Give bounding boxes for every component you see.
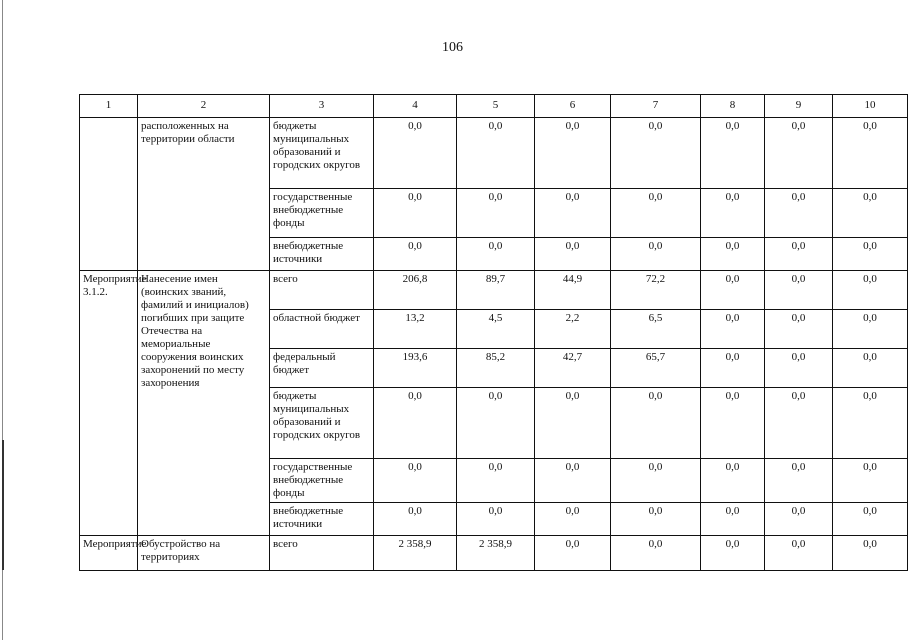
value-cell: 0,0 [374,503,457,536]
value-cell: 72,2 [611,271,701,310]
event-name-cell: Нанесение имен (воинских званий, фамилий и инициалов) погибших при защите Отечества на мемориальные сооружения воинских захоронений по месту захоронения [138,271,270,536]
value-cell: 0,0 [765,503,833,536]
funding-source-cell: бюджеты муниципальных образований и городских округов [270,118,374,189]
value-cell: 0,0 [611,503,701,536]
value-cell: 0,0 [457,459,535,503]
value-cell: 206,8 [374,271,457,310]
value-cell: 65,7 [611,349,701,388]
value-cell: 0,0 [701,310,765,349]
table-row [80,271,908,310]
value-cell: 0,0 [457,189,535,238]
value-cell: 0,0 [535,238,611,271]
value-cell: 0,0 [765,459,833,503]
value-cell: 0,0 [611,118,701,189]
funding-source-cell: всего [270,536,374,571]
value-cell: 85,2 [457,349,535,388]
value-cell: 0,0 [535,503,611,536]
value-cell: 0,0 [833,271,908,310]
value-cell: 44,9 [535,271,611,310]
page-left-border-dark [2,440,4,570]
event-code-cell: Мероприятие [80,536,138,571]
value-cell: 0,0 [374,388,457,459]
value-cell: 0,0 [611,536,701,571]
value-cell: 4,5 [457,310,535,349]
value-cell: 0,0 [833,503,908,536]
page-number: 106 [442,40,463,55]
value-cell: 0,0 [535,388,611,459]
value-cell: 0,0 [701,238,765,271]
funding-source-cell: бюджеты муниципальных образований и городских округов [270,388,374,459]
value-cell: 0,0 [457,388,535,459]
value-cell: 0,0 [374,459,457,503]
value-cell: 0,0 [701,271,765,310]
value-cell: 0,0 [535,459,611,503]
value-cell: 0,0 [765,189,833,238]
value-cell: 6,5 [611,310,701,349]
value-cell: 42,7 [535,349,611,388]
value-cell: 0,0 [765,388,833,459]
funding-source-cell: федеральный бюджет [270,349,374,388]
value-cell: 0,0 [535,189,611,238]
header-cell: 9 [765,95,833,118]
value-cell: 0,0 [611,189,701,238]
value-cell: 0,0 [374,118,457,189]
event-code-cell [80,118,138,271]
value-cell: 0,0 [833,310,908,349]
value-cell: 0,0 [611,388,701,459]
funding-source-cell: государственные внебюджетные фонды [270,189,374,238]
value-cell: 13,2 [374,310,457,349]
value-cell: 0,0 [833,238,908,271]
header-cell: 7 [611,95,701,118]
header-cell: 3 [270,95,374,118]
value-cell: 0,0 [701,459,765,503]
value-cell: 0,0 [701,536,765,571]
value-cell: 2 358,9 [457,536,535,571]
event-name-cell: расположенных на территории области [138,118,270,271]
value-cell: 0,0 [535,536,611,571]
value-cell: 0,0 [701,189,765,238]
value-cell: 0,0 [701,503,765,536]
header-cell: 6 [535,95,611,118]
value-cell: 193,6 [374,349,457,388]
value-cell: 0,0 [833,459,908,503]
table-row [80,118,908,189]
value-cell: 0,0 [374,238,457,271]
value-cell: 0,0 [833,189,908,238]
event-name-cell: Обустройство на территориях [138,536,270,571]
value-cell: 0,0 [701,388,765,459]
value-cell: 0,0 [374,189,457,238]
value-cell: 0,0 [765,118,833,189]
table-row [80,536,908,571]
event-code-cell: Мероприятие 3.1.2. [80,271,138,536]
funding-source-cell: внебюджетные источники [270,503,374,536]
value-cell: 0,0 [457,503,535,536]
header-cell: 2 [138,95,270,118]
value-cell: 89,7 [457,271,535,310]
header-cell: 1 [80,95,138,118]
header-cell: 4 [374,95,457,118]
value-cell: 0,0 [833,536,908,571]
value-cell: 0,0 [765,238,833,271]
value-cell: 2 358,9 [374,536,457,571]
value-cell: 0,0 [611,238,701,271]
value-cell: 0,0 [765,349,833,388]
header-cell: 8 [701,95,765,118]
value-cell: 0,0 [457,238,535,271]
value-cell: 0,0 [701,118,765,189]
value-cell: 0,0 [457,118,535,189]
value-cell: 0,0 [701,349,765,388]
header-cell: 5 [457,95,535,118]
value-cell: 0,0 [611,459,701,503]
value-cell: 0,0 [833,388,908,459]
value-cell: 0,0 [765,310,833,349]
funding-source-cell: областной бюджет [270,310,374,349]
value-cell: 0,0 [833,118,908,189]
funding-source-cell: всего [270,271,374,310]
header-row [80,95,908,118]
value-cell: 0,0 [833,349,908,388]
value-cell: 0,0 [535,118,611,189]
value-cell: 0,0 [765,536,833,571]
funding-source-cell: внебюджетные источники [270,238,374,271]
funding-source-cell: государственные внебюджетные фонды [270,459,374,503]
header-cell: 10 [833,95,908,118]
budget-table [79,94,908,571]
value-cell: 2,2 [535,310,611,349]
value-cell: 0,0 [765,271,833,310]
